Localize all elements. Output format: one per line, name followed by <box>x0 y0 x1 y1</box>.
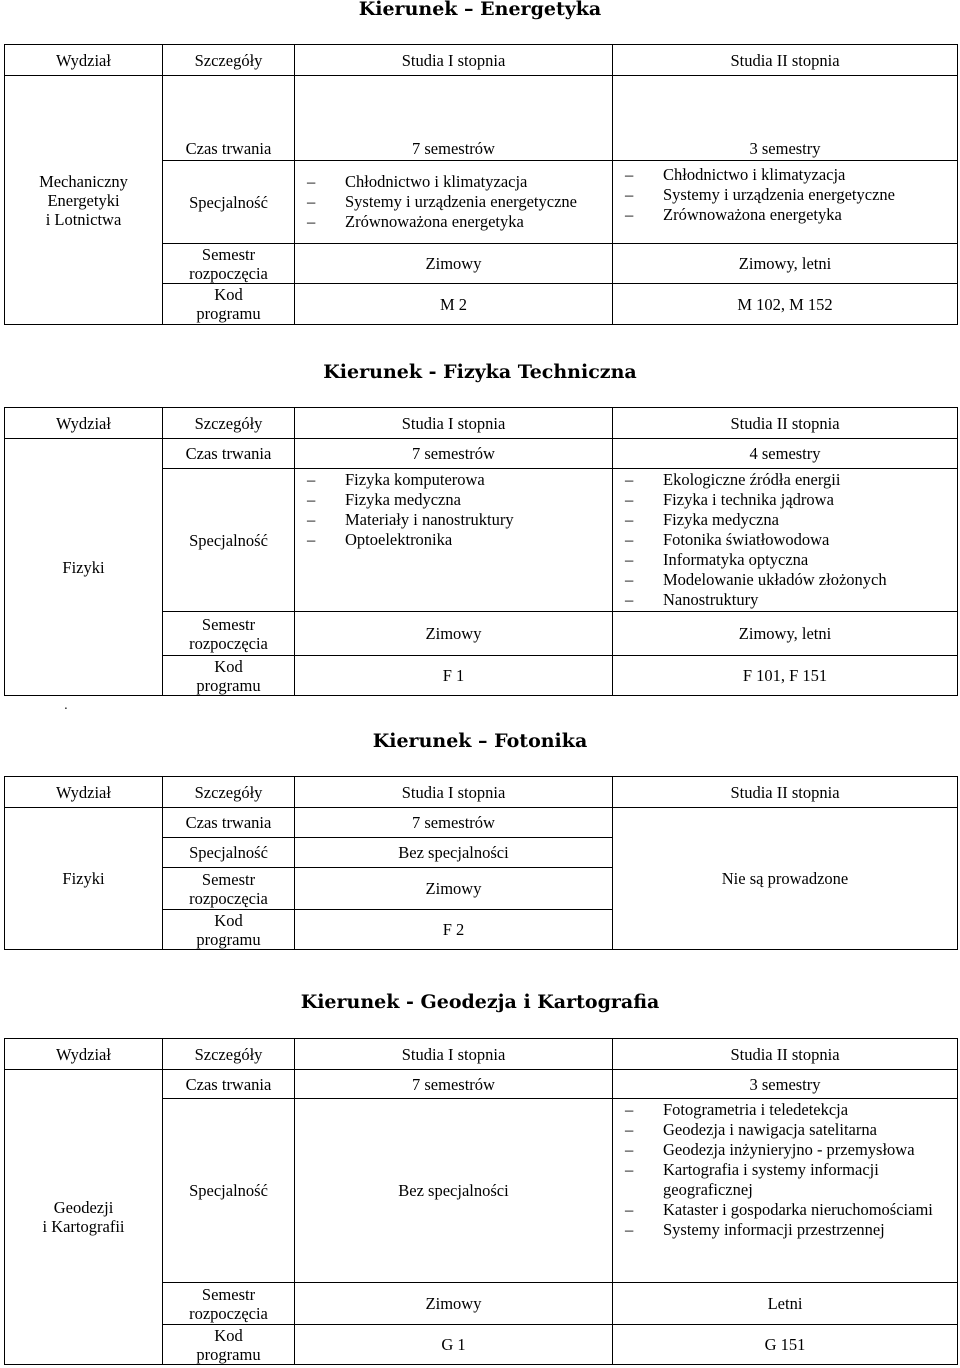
kod-value-1: G 1 <box>295 1325 613 1365</box>
semestr-value-1: Zimowy <box>295 1283 613 1325</box>
header-wydzial: Wydział <box>5 1039 163 1070</box>
list-item: – Informatyka optyczna <box>619 550 953 570</box>
wydzial-cell: Fizyki <box>5 439 163 696</box>
kod-label-line: Kod <box>214 285 243 304</box>
header-studia-1: Studia I stopnia <box>295 777 613 808</box>
semestr-value-1: Zimowy <box>295 244 613 284</box>
semestr-value-2: Letni <box>613 1283 958 1325</box>
kod-value-2: F 101, F 151 <box>613 656 958 696</box>
semestr-value-2: Zimowy, letni <box>613 612 958 656</box>
wydzial-cell: Fizyki <box>5 808 163 950</box>
semestr-label-line: rozpoczęcia <box>189 633 268 653</box>
spec-value-1: Bez specjalności <box>295 838 613 868</box>
header-studia-1: Studia I stopnia <box>295 408 613 439</box>
kod-label <box>163 284 295 325</box>
czas-label: Czas trwania <box>163 76 295 161</box>
header-studia-2: Studia II stopnia <box>613 408 958 439</box>
table-fizyka <box>4 407 958 696</box>
kod-value-2: M 102, M 152 <box>613 284 958 325</box>
header-wydzial: Wydział <box>5 777 163 808</box>
list-item: – Fizyka komputerowa <box>301 470 608 490</box>
list-item: – Geodezja inżynieryjno - przemysłowa <box>619 1140 953 1160</box>
spec-list-2 <box>613 1099 958 1283</box>
list-item: – Fotonika światłowodowa <box>619 530 953 550</box>
spec-list-2 <box>613 469 958 612</box>
czas-value-1: 7 semestrów <box>295 1070 613 1099</box>
czas-value-1: 7 semestrów <box>295 439 613 469</box>
semestr-label-line: Semestr <box>201 869 256 889</box>
wydzial-line: Geodezji <box>53 1198 114 1217</box>
kod-value-1: F 1 <box>295 656 613 696</box>
header-studia-2: Studia II stopnia <box>613 1039 958 1070</box>
kod-value-1: F 2 <box>295 910 613 950</box>
spec-label: Specjalność <box>163 1099 295 1283</box>
list-item: – Fizyka medyczna <box>301 490 608 510</box>
czas-value-1: 7 semestrów <box>295 76 613 161</box>
list-item: – Fotogrametria i teledetekcja <box>619 1100 953 1120</box>
header-szczegoly: Szczegóły <box>163 1039 295 1070</box>
spec-label: Specjalność <box>163 469 295 612</box>
kod-label <box>163 1325 295 1365</box>
table-energetyka <box>4 44 958 325</box>
header-studia-1: Studia I stopnia <box>295 45 613 76</box>
kod-label-line: programu <box>196 929 261 949</box>
czas-value-1: 7 semestrów <box>295 808 613 838</box>
section-title-geodezja: Kierunek - Geodezja i Kartografia <box>300 991 660 1013</box>
czas-label: Czas trwania <box>163 808 295 838</box>
list-item: – Modelowanie układów złożonych <box>619 570 953 590</box>
spec-label: Specjalność <box>163 838 295 868</box>
kod-value-1: M 2 <box>295 284 613 325</box>
list-item: – Kataster i gospodarka nieruchomościami <box>619 1200 953 1220</box>
kod-label-line: programu <box>196 304 261 323</box>
kod-value-2: G 151 <box>613 1325 958 1365</box>
list-item: – Systemy i urządzenia energetyczne <box>619 185 953 205</box>
semestr-label-line: rozpoczęcia <box>189 1303 268 1323</box>
list-item: – Chłodnictwo i klimatyzacja <box>619 165 953 185</box>
studia-2-status: Nie są prowadzone <box>613 808 958 950</box>
list-item: – Kartografia i systemy informacji geograficznej <box>619 1160 953 1200</box>
semestr-label-line: rozpoczęcia <box>189 263 268 283</box>
spec-label: Specjalność <box>163 161 295 244</box>
czas-label: Czas trwania <box>163 439 295 469</box>
czas-label: Czas trwania <box>163 1070 295 1099</box>
kod-label-line: Kod <box>214 910 243 930</box>
list-item: – Fizyka medyczna <box>619 510 953 530</box>
spec-list-1 <box>295 469 613 612</box>
list-item: – Systemy informacji przestrzennej <box>619 1220 953 1240</box>
list-item: – Nanostruktury <box>619 590 953 610</box>
wydzial-line: Mechaniczny <box>39 171 128 191</box>
spec-value-1: Bez specjalności <box>295 1099 613 1283</box>
wydzial-line: i Kartografii <box>42 1217 125 1236</box>
table-fotonika <box>4 776 958 950</box>
list-item: – Geodezja i nawigacja satelitarna <box>619 1120 953 1140</box>
list-item: – Zrównoważona energetyka <box>619 205 953 225</box>
list-item: – Zrównoważona energetyka <box>301 212 608 232</box>
header-studia-2: Studia II stopnia <box>613 45 958 76</box>
wydzial-cell <box>5 1070 163 1365</box>
section-title-energetyka: Kierunek – Energetyka <box>358 0 602 20</box>
czas-value-2: 3 semestry <box>613 76 958 161</box>
kod-label <box>163 656 295 696</box>
list-item: – Chłodnictwo i klimatyzacja <box>301 172 608 192</box>
list-item: – Optoelektronika <box>301 530 608 550</box>
kod-label-line: Kod <box>214 1325 243 1345</box>
header-szczegoly: Szczegóły <box>163 408 295 439</box>
kod-label-line: programu <box>196 1344 261 1364</box>
semestr-value-1: Zimowy <box>295 868 613 910</box>
section-title-fotonika: Kierunek – Fotonika <box>372 730 588 752</box>
list-item: – Fizyka i technika jądrowa <box>619 490 953 510</box>
list-item: – Materiały i nanostruktury <box>301 510 608 530</box>
semestr-label <box>163 244 295 284</box>
semestr-label <box>163 612 295 656</box>
table-geodezja <box>4 1038 958 1365</box>
czas-value-2: 4 semestry <box>613 439 958 469</box>
semestr-label <box>163 868 295 910</box>
semestr-label-line: Semestr <box>201 1284 256 1304</box>
semestr-label-line: Semestr <box>201 244 256 264</box>
header-wydzial: Wydział <box>5 408 163 439</box>
header-studia-1: Studia I stopnia <box>295 1039 613 1070</box>
wydzial-cell <box>5 76 163 325</box>
kod-label-line: Kod <box>214 656 243 676</box>
semestr-label <box>163 1283 295 1325</box>
stray-dot: . <box>64 698 68 712</box>
header-szczegoly: Szczegóły <box>163 45 295 76</box>
list-item: – Ekologiczne źródła energii <box>619 470 953 490</box>
section-title-fizyka: Kierunek - Fizyka Techniczna <box>323 361 637 383</box>
semestr-label-line: rozpoczęcia <box>189 888 268 908</box>
czas-value-2: 3 semestry <box>613 1070 958 1099</box>
list-item: – Systemy i urządzenia energetyczne <box>301 192 608 212</box>
kod-label-line: programu <box>196 675 261 695</box>
semestr-value-2: Zimowy, letni <box>613 244 958 284</box>
semestr-label-line: Semestr <box>201 614 256 634</box>
header-szczegoly: Szczegóły <box>163 777 295 808</box>
kod-label <box>163 910 295 950</box>
wydzial-line: Energetyki <box>47 190 120 210</box>
header-studia-2: Studia II stopnia <box>613 777 958 808</box>
semestr-value-1: Zimowy <box>295 612 613 656</box>
spec-list-2 <box>613 161 958 244</box>
header-wydzial: Wydział <box>5 45 163 76</box>
wydzial-line: i Lotnictwa <box>45 209 122 229</box>
spec-list-1 <box>295 161 613 244</box>
